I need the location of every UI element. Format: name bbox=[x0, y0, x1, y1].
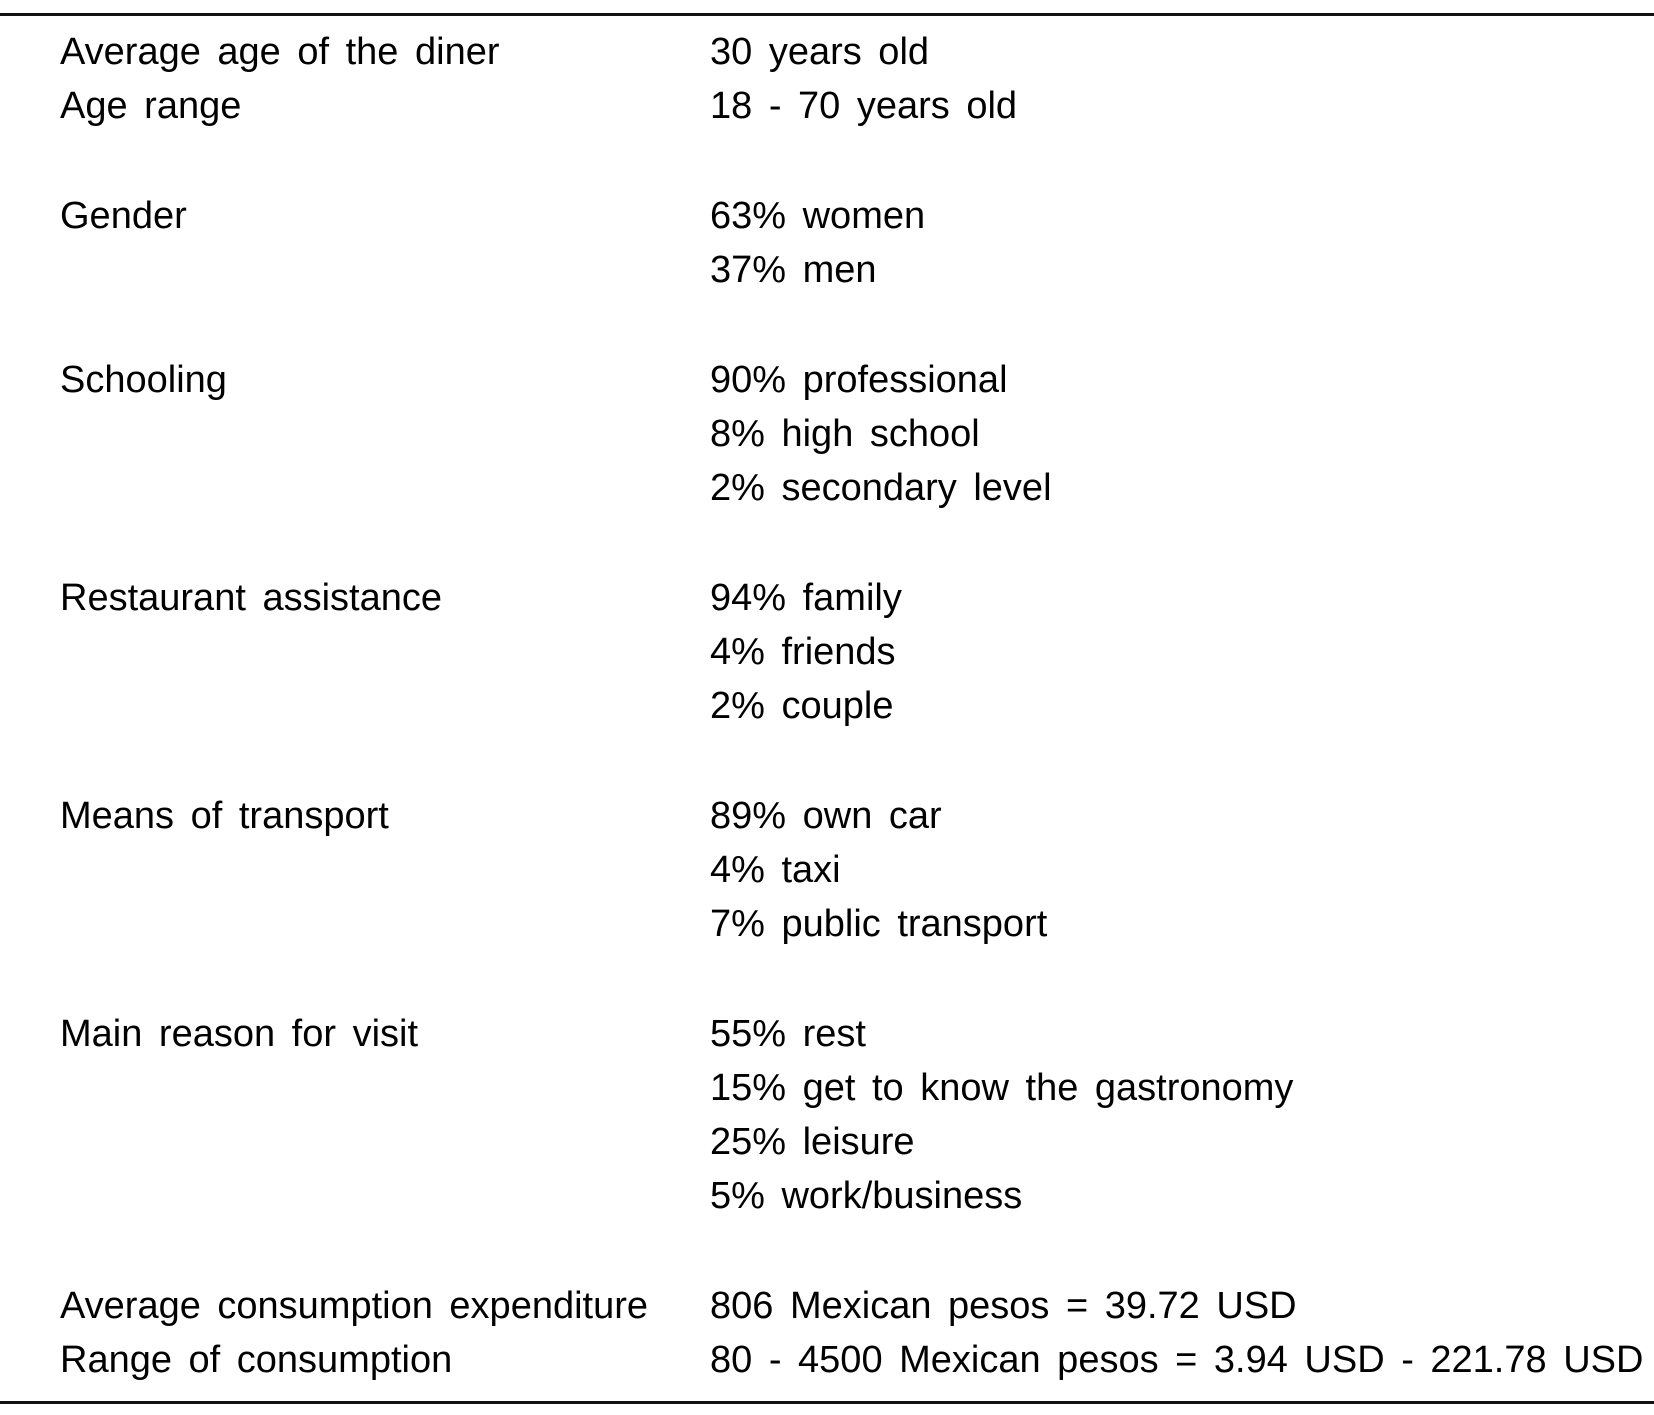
table-row bbox=[60, 1007, 1636, 1061]
row-value: 18 - 70 years old bbox=[710, 85, 1018, 127]
table-row bbox=[60, 1115, 1636, 1169]
table-section-consumption bbox=[60, 1279, 1644, 1387]
row-value: 15% get to know the gastronomy bbox=[710, 1067, 1294, 1109]
row-value: 7% public transport bbox=[710, 903, 1048, 945]
diner-profile-table bbox=[0, 13, 1654, 1404]
row-label: Range of consumption bbox=[60, 1339, 453, 1381]
row-value: 2% secondary level bbox=[710, 467, 1052, 509]
row-value: 63% women bbox=[710, 195, 926, 237]
table-row bbox=[60, 1333, 1644, 1387]
table-row bbox=[60, 461, 1636, 515]
table-section-restaurant-assistance bbox=[60, 571, 1636, 733]
table-row bbox=[60, 1279, 1636, 1333]
row-value: 80 - 4500 Mexican pesos = 3.94 USD - 221.78 USD bbox=[710, 1339, 1644, 1381]
row-value: 55% rest bbox=[710, 1013, 866, 1055]
row-value: 90% professional bbox=[710, 359, 1008, 401]
table-section-age bbox=[60, 25, 1636, 133]
row-value: 37% men bbox=[710, 249, 877, 291]
row-label: Restaurant assistance bbox=[60, 577, 442, 619]
row-value: 4% taxi bbox=[710, 849, 841, 891]
row-label: Average consumption expenditure bbox=[60, 1285, 649, 1327]
row-value: 8% high school bbox=[710, 413, 980, 455]
table-row bbox=[60, 407, 1636, 461]
row-label: Schooling bbox=[60, 359, 227, 401]
row-label: Average age of the diner bbox=[60, 31, 500, 73]
table-row bbox=[60, 679, 1636, 733]
table-row bbox=[60, 843, 1636, 897]
table-row bbox=[60, 353, 1636, 407]
row-value: 4% friends bbox=[710, 631, 896, 673]
table-row bbox=[60, 79, 1636, 133]
table-section-means-of-transport bbox=[60, 789, 1636, 951]
table-row bbox=[60, 25, 1636, 79]
table-row bbox=[60, 1169, 1636, 1223]
table-section-main-reason bbox=[60, 1007, 1636, 1223]
row-value: 25% leisure bbox=[710, 1121, 915, 1163]
row-value: 5% work/business bbox=[710, 1175, 1023, 1217]
row-label: Means of transport bbox=[60, 795, 389, 837]
table-section-gender bbox=[60, 189, 1636, 297]
row-value: 89% own car bbox=[710, 795, 942, 837]
table-row bbox=[60, 571, 1636, 625]
table-row bbox=[60, 897, 1636, 951]
table-row bbox=[60, 625, 1636, 679]
table-row bbox=[60, 1061, 1636, 1115]
row-value: 94% family bbox=[710, 577, 902, 619]
row-label: Gender bbox=[60, 195, 187, 237]
table-row bbox=[60, 243, 1636, 297]
row-value: 2% couple bbox=[710, 685, 894, 727]
table-row bbox=[60, 189, 1636, 243]
row-value: 806 Mexican pesos = 39.72 USD bbox=[710, 1285, 1297, 1327]
table-row bbox=[60, 789, 1636, 843]
row-value: 30 years old bbox=[710, 31, 930, 73]
table-section-schooling bbox=[60, 353, 1636, 515]
row-label: Main reason for visit bbox=[60, 1013, 419, 1055]
row-label: Age range bbox=[60, 85, 242, 127]
